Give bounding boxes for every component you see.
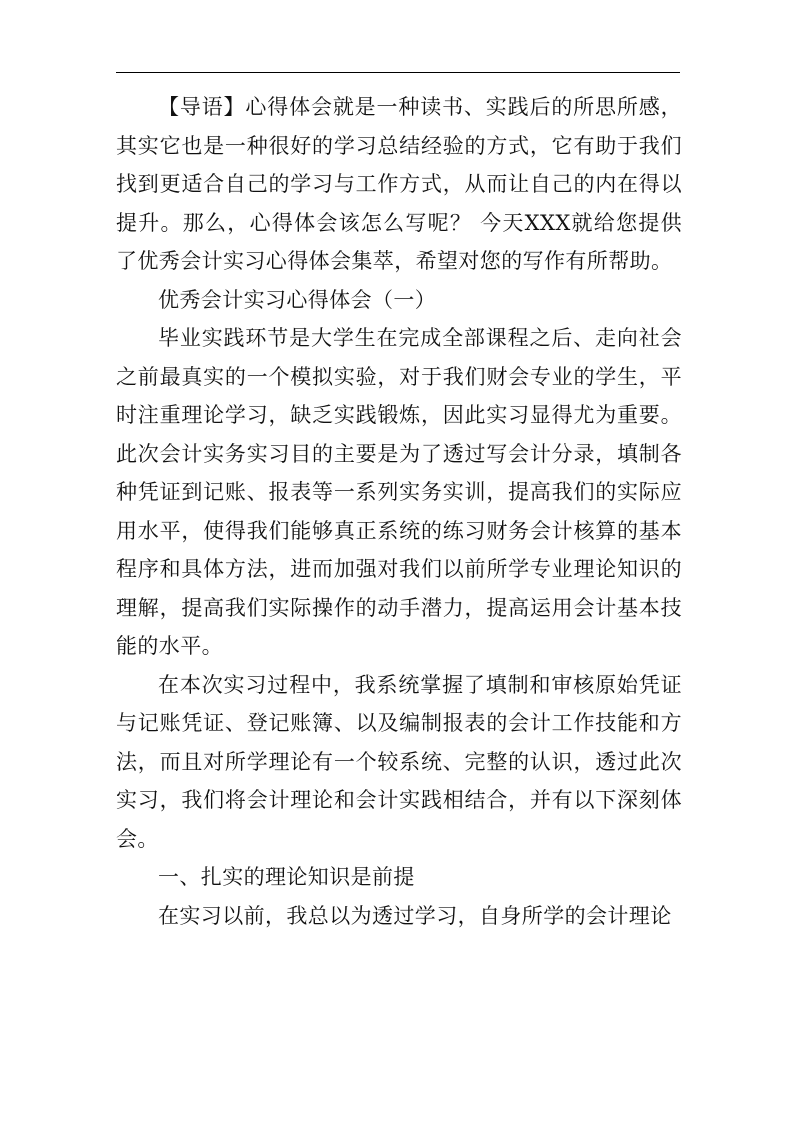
intro-paragraph: 【导语】心得体会就是一种读书、实践后的所思所感，其实它也是一种很好的学习总结经验的方式，它有助于我们找到更适合自己的学习与工作方式，从而让自己的内在得以提升。那么，心得体会该怎么写呢？ 今天XXX就给您提供了优秀会计实习心得体会集萃，希望对您的写作有所帮助。 [116,95,682,273]
header-divider [116,72,680,73]
document-body [116,88,682,935]
subsection-heading: 一、扎实的理论知识是前提 [158,865,415,889]
section-title: 优秀会计实习心得体会（一） [158,287,437,312]
body-paragraph: 在本次实习过程中，我系统掌握了填制和审核原始凭证与记账凭证、登记账簿、以及编制报表的会计工作技能和方法，而且对所学理论有一个较系统、完整的认识，透过此次实习，我们将会计理论和会计实践相结合，并有以下深刻体会。 [116,672,682,851]
body-paragraph: 毕业实践环节是大学生在完成全部课程之后、走向社会之前最真实的一个模拟实验，对于我们财会专业的学生，平时注重理论学习，缺乏实践锻炼，因此实习显得尤为重要。此次会计实务实习目的主要是为了透过写会计分录，填制各种凭证到记账、报表等一系列实务实训，提高我们的实际应用水平，使得我们能够真正系统的练习财务会计核算的基本程序和具体方法，进而加强对我们以前所学专业理论知识的理解，提高我们实际操作的动手潜力，提高运用会计基本技能的水平。 [116,326,682,658]
body-paragraph: 在实习以前，我总以为透过学习，自身所学的会计理论 [158,903,672,928]
